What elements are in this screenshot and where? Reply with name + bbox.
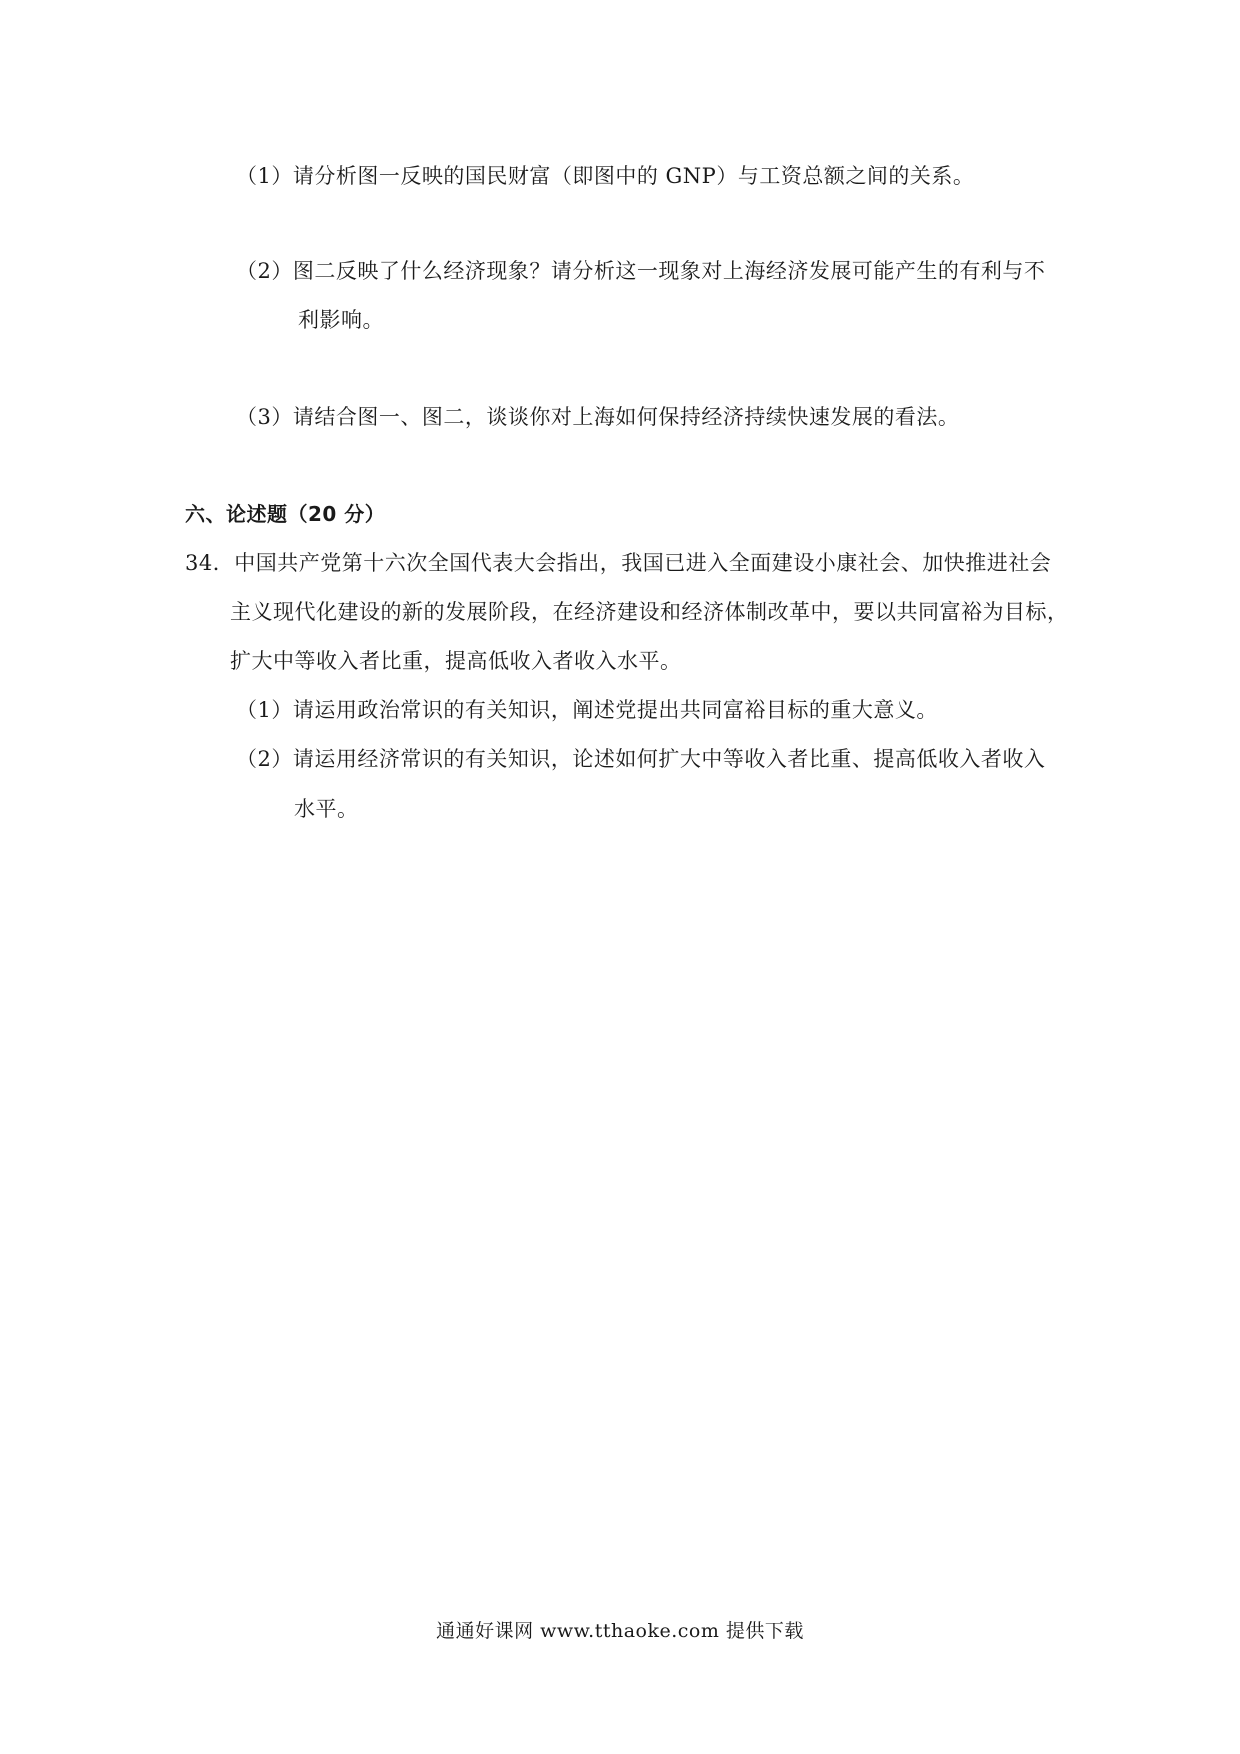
question-34-sub-2-line-2: 水平。 [294,797,359,821]
question-34-sub-2-line-1: （2）请运用经济常识的有关知识，论述如何扩大中等收入者比重、提高低收入者收入 [236,747,1046,771]
question-2-text-line-2: 利影响。 [298,308,384,332]
question-34-line-2: 主义现代化建设的新的发展阶段，在经济建设和经济体制改革中，要以共同富裕为目标， [230,600,1069,624]
question-2-text-line-1: （2）图二反映了什么经济现象？请分析这一现象对上海经济发展可能产生的有利与不 [236,259,1046,283]
question-34-line-3: 扩大中等收入者比重，提高低收入者收入水平。 [230,649,682,673]
question-1-text: （1）请分析图一反映的国民财富（即图中的 GNP）与工资总额之间的关系。 [236,164,975,188]
question-34-line-1: 34．中国共产党第十六次全国代表大会指出，我国已进入全面建设小康社会、加快推进社会 [185,551,1052,575]
footer-source-note: 通通好课网 www.tthaoke.com 提供下载 [436,1620,804,1642]
section-6-heading: 六、论述题（20 分） [185,502,386,526]
question-34-sub-1: （1）请运用政治常识的有关知识，阐述党提出共同富裕目标的重大意义。 [236,698,938,722]
question-3-text: （3）请结合图一、图二，谈谈你对上海如何保持经济持续快速发展的看法。 [236,405,960,429]
